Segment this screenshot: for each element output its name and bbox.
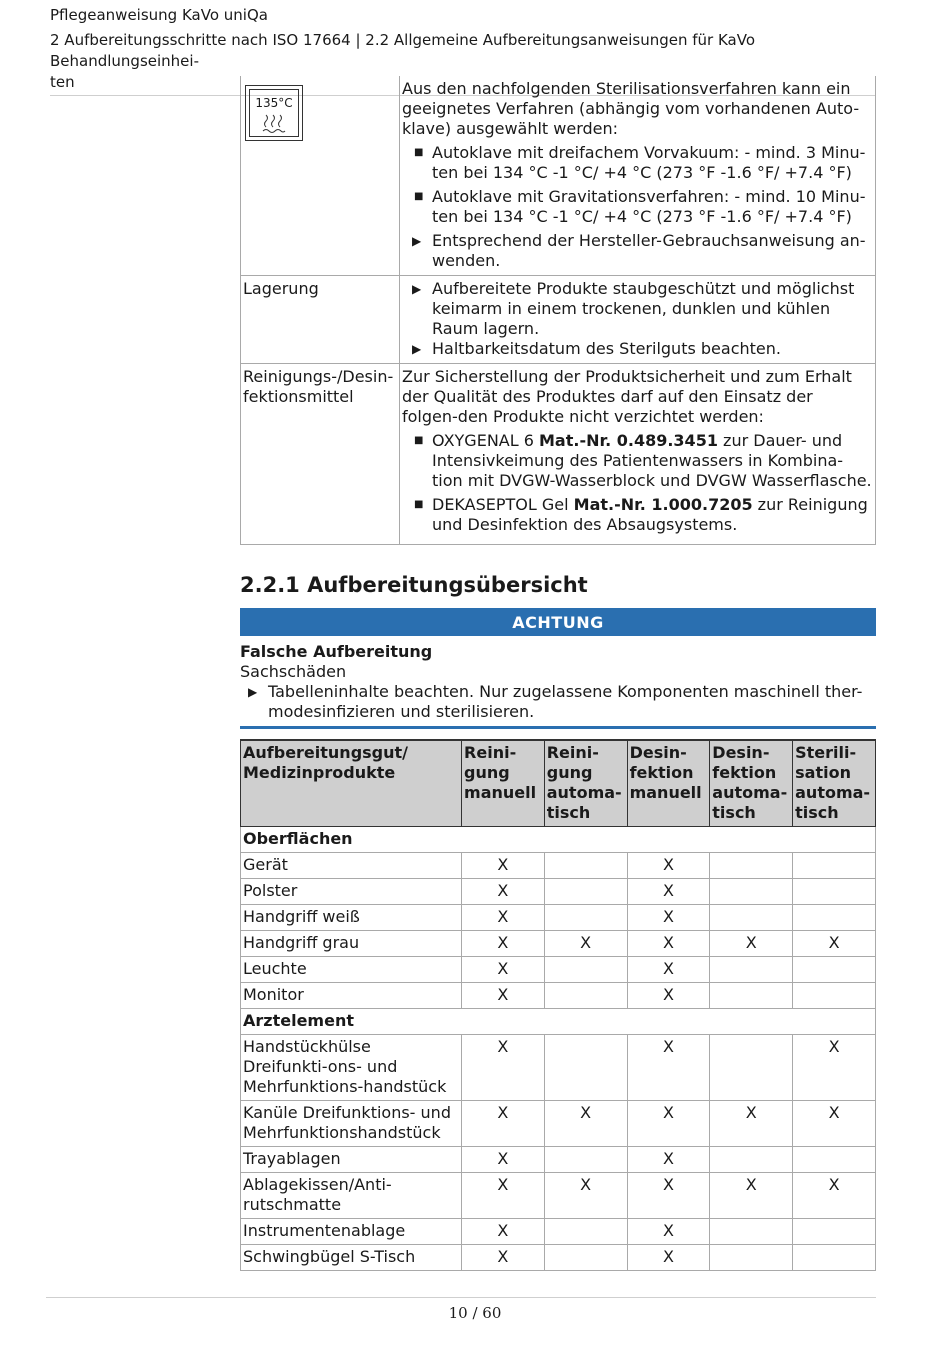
- bullet-square-icon: ■: [414, 435, 424, 446]
- action-item: [240, 682, 876, 722]
- material-number: Mat.-Nr. 0.489.3451: [539, 431, 718, 450]
- action-text: Tabelleninhalte beachten. Nur zugelassene Komponenten maschinell ther-modesinfizieren und sterilisieren.: [268, 682, 863, 721]
- table-row: [241, 957, 876, 983]
- sterilisation-content: [400, 76, 876, 276]
- applicability-cell: [544, 853, 627, 879]
- applicability-cell: X: [627, 931, 710, 957]
- list-item-text: Autoklave mit Gravitationsverfahren: - mind. 10 Minu-ten bei 134 °C -1 °C/ +4 °C (273 °F -1.6 °F/ +7.4 °F): [432, 187, 866, 226]
- column-header: Sterili-sation automa-tisch: [793, 740, 876, 827]
- table-row: [241, 905, 876, 931]
- applicability-cell: X: [462, 853, 545, 879]
- applicability-cell: [544, 1147, 627, 1173]
- applicability-cell: [710, 879, 793, 905]
- applicability-cell: X: [462, 1101, 545, 1147]
- item-name: Ablagekissen/Anti-rutschmatte: [241, 1173, 462, 1219]
- column-header: Reini-gung automa-tisch: [544, 740, 627, 827]
- applicability-cell: X: [627, 1101, 710, 1147]
- product-usage: zur Reinigung und Desinfektion des Absaugsystems.: [432, 495, 868, 534]
- applicability-cell: [544, 1219, 627, 1245]
- warning-title: Falsche Aufbereitung: [240, 642, 433, 661]
- applicability-cell: X: [627, 905, 710, 931]
- applicability-cell: X: [627, 1035, 710, 1101]
- group-label: Oberflächen: [241, 827, 876, 853]
- page-number: 10 / 60: [448, 1304, 502, 1322]
- list-item: [402, 495, 873, 535]
- applicability-cell: X: [627, 957, 710, 983]
- item-name: Handstückhülse Dreifunkti-ons- und Mehrfunktions-handstück: [241, 1035, 462, 1101]
- applicability-cell: X: [627, 1245, 710, 1271]
- table-row: [241, 1219, 876, 1245]
- table-row: [241, 1173, 876, 1219]
- applicability-cell: [793, 905, 876, 931]
- action-text: Entsprechend der Hersteller-Gebrauchsanweisung an-wenden.: [432, 231, 866, 270]
- applicability-cell: X: [627, 983, 710, 1009]
- warning-box: [240, 642, 876, 722]
- column-header: Reini-gung manuell: [462, 740, 545, 827]
- item-name: Gerät: [241, 853, 462, 879]
- bullet-square-icon: ■: [414, 499, 424, 510]
- applicability-cell: X: [462, 1147, 545, 1173]
- sterilisation-intro: Aus den nachfolgenden Sterilisationsverfahren kann ein geeignetes Verfahren (abhängig vom vorhandenen Auto-klave) ausgewählt werden:: [402, 79, 860, 138]
- footer-divider: [46, 1297, 876, 1298]
- applicability-cell: X: [462, 931, 545, 957]
- applicability-cell: [793, 1245, 876, 1271]
- applicability-cell: X: [462, 905, 545, 931]
- overview-table: [240, 739, 876, 1271]
- lagerung-content: [400, 276, 876, 364]
- applicability-cell: [793, 853, 876, 879]
- list-item: [402, 143, 873, 183]
- applicability-cell: [710, 983, 793, 1009]
- applicability-cell: X: [462, 1245, 545, 1271]
- bullet-square-icon: ■: [414, 191, 424, 202]
- applicability-cell: X: [793, 1173, 876, 1219]
- applicability-cell: [544, 905, 627, 931]
- applicability-cell: [544, 1245, 627, 1271]
- column-header: Desin-fektion automa-tisch: [710, 740, 793, 827]
- warning-subtitle: Sachschäden: [240, 662, 347, 681]
- column-header: Desin-fektion manuell: [627, 740, 710, 827]
- group-row: [241, 1009, 876, 1035]
- applicability-cell: X: [710, 931, 793, 957]
- action-item: [402, 231, 873, 271]
- chapter-line-1: 2 Aufbereitungsschritte nach ISO 17664 | 2.2 Allgemeine Aufbereitungsanweisungen für KaVo Behandlungseinhei-: [50, 31, 756, 70]
- table-row: [241, 879, 876, 905]
- product-usage: zur Dauer- und Intensivkeimung des Patientenwassers in Kombina-tion mit DVGW-Wasserblock und DVGW Wasserflasche.: [432, 431, 872, 490]
- table-row: [241, 1147, 876, 1173]
- action-item: [402, 339, 873, 359]
- sterilisation-row: [241, 76, 876, 276]
- item-name: Schwingbügel S-Tisch: [241, 1245, 462, 1271]
- applicability-cell: X: [462, 1035, 545, 1101]
- item-name: Leuchte: [241, 957, 462, 983]
- applicability-cell: [710, 853, 793, 879]
- applicability-cell: [710, 1035, 793, 1101]
- applicability-cell: X: [544, 931, 627, 957]
- item-name: Instrumentenablage: [241, 1219, 462, 1245]
- applicability-cell: X: [462, 983, 545, 1009]
- group-row: [241, 827, 876, 853]
- sterilisation-symbol-cell: [241, 76, 400, 276]
- group-label: Arztelement: [241, 1009, 876, 1035]
- applicability-cell: X: [627, 879, 710, 905]
- applicability-cell: X: [627, 853, 710, 879]
- item-name: Handgriff weiß: [241, 905, 462, 931]
- applicability-cell: [710, 1245, 793, 1271]
- action-text: Haltbarkeitsdatum des Sterilguts beachten.: [432, 339, 781, 358]
- item-name: Kanüle Dreifunktions- und Mehrfunktionshandstück: [241, 1101, 462, 1147]
- mittel-row: [241, 364, 876, 545]
- action-text: Aufbereitete Produkte staubgeschützt und möglichst keimarm in einem trockenen, dunklen und kühlen Raum lagern.: [432, 279, 855, 338]
- list-item: [402, 187, 873, 227]
- applicability-cell: X: [462, 1173, 545, 1219]
- steam-icon: [261, 113, 287, 135]
- applicability-cell: X: [462, 879, 545, 905]
- instructions-table: [240, 76, 876, 545]
- arrow-right-icon: ▶: [248, 685, 258, 699]
- column-header: Aufbereitungsgut/ Medizinprodukte: [241, 740, 462, 827]
- applicability-cell: [544, 879, 627, 905]
- sterilisation-temp-label: 135°C: [255, 96, 293, 110]
- material-number: Mat.-Nr. 1.000.7205: [573, 495, 753, 514]
- row-label: Reinigungs-/Desin-fektionsmittel: [241, 364, 400, 545]
- applicability-cell: [544, 1035, 627, 1101]
- item-name: Monitor: [241, 983, 462, 1009]
- bullet-square-icon: ■: [414, 147, 424, 158]
- chapter-line-2: ten: [50, 73, 75, 91]
- lagerung-row: [241, 276, 876, 364]
- applicability-cell: X: [793, 1101, 876, 1147]
- applicability-cell: X: [627, 1173, 710, 1219]
- applicability-cell: X: [544, 1101, 627, 1147]
- mittel-intro: Zur Sicherstellung der Produktsicherheit und zum Erhalt der Qualität des Produktes darf auf den Einsatz der folgen-den Produkte nicht verzichtet werden:: [402, 367, 852, 426]
- applicability-cell: X: [627, 1147, 710, 1173]
- applicability-cell: X: [462, 957, 545, 983]
- action-item: [402, 279, 873, 339]
- applicability-cell: [793, 983, 876, 1009]
- item-name: Polster: [241, 879, 462, 905]
- table-row: [241, 1245, 876, 1271]
- applicability-cell: [710, 905, 793, 931]
- product-name: OXYGENAL 6: [432, 431, 539, 450]
- applicability-cell: X: [710, 1173, 793, 1219]
- mittel-content: [400, 364, 876, 545]
- table-row: [241, 1035, 876, 1101]
- table-row: [241, 931, 876, 957]
- warning-divider: [240, 726, 876, 729]
- table-row: [241, 1101, 876, 1147]
- list-item: [402, 431, 873, 491]
- table-row: [241, 983, 876, 1009]
- applicability-cell: [710, 957, 793, 983]
- applicability-cell: [710, 1219, 793, 1245]
- applicability-cell: X: [793, 931, 876, 957]
- applicability-cell: X: [793, 1035, 876, 1101]
- table-row: [241, 853, 876, 879]
- item-name: Handgriff grau: [241, 931, 462, 957]
- applicability-cell: X: [710, 1101, 793, 1147]
- table-header-row: [241, 740, 876, 827]
- applicability-cell: [793, 879, 876, 905]
- applicability-cell: [793, 1219, 876, 1245]
- applicability-cell: [793, 957, 876, 983]
- section-heading: 2.2.1 Aufbereitungsübersicht: [240, 573, 588, 597]
- applicability-cell: [544, 983, 627, 1009]
- applicability-cell: [710, 1147, 793, 1173]
- product-name: DEKASEPTOL Gel: [432, 495, 574, 514]
- warning-banner: ACHTUNG: [240, 608, 876, 636]
- applicability-cell: [793, 1147, 876, 1173]
- item-name: Trayablagen: [241, 1147, 462, 1173]
- steam-sterilisation-icon: [245, 85, 303, 141]
- applicability-cell: [544, 957, 627, 983]
- document-title: Pflegeanweisung KaVo uniQa: [50, 6, 268, 24]
- applicability-cell: X: [627, 1219, 710, 1245]
- arrow-right-icon: ▶: [412, 342, 422, 356]
- arrow-right-icon: ▶: [412, 234, 422, 248]
- list-item-text: Autoklave mit dreifachem Vorvakuum: - mind. 3 Minu-ten bei 134 °C -1 °C/ +4 °C (273 °F -1.6 °F/ +7.4 °F): [432, 143, 866, 182]
- applicability-cell: X: [462, 1219, 545, 1245]
- arrow-right-icon: ▶: [412, 282, 422, 296]
- applicability-cell: X: [544, 1173, 627, 1219]
- row-label: Lagerung: [241, 276, 400, 364]
